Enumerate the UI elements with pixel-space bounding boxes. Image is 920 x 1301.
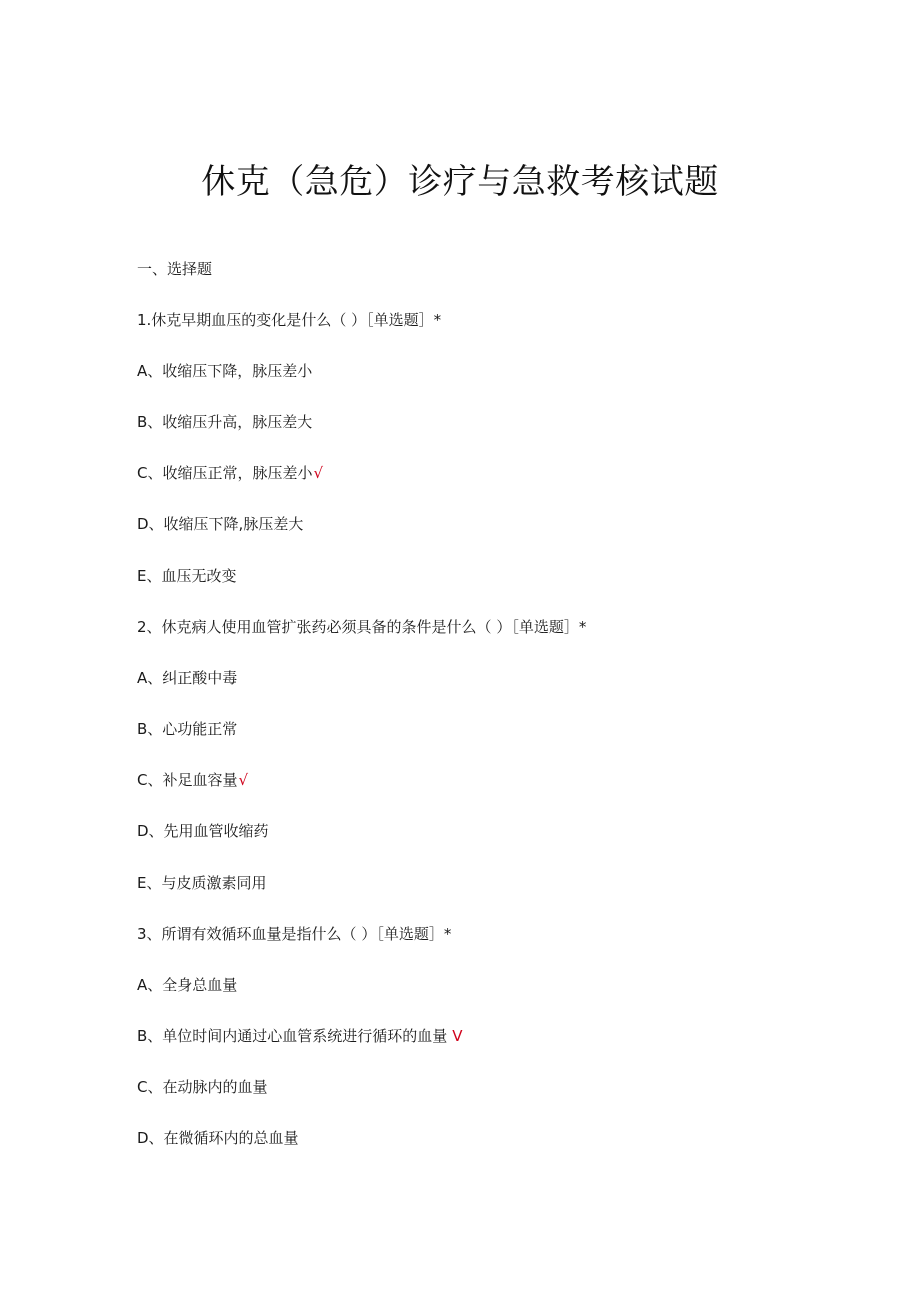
option-text: B、心功能正常 xyxy=(137,720,238,738)
option-text: D、收缩压下降,脉压差大 xyxy=(137,515,304,533)
question-stem-1: 1.休克早期血压的变化是什么（ ）［单选题］* xyxy=(137,311,442,329)
option-text: B、单位时间内通过心血管系统进行循环的血量 xyxy=(137,1027,448,1045)
option-3d xyxy=(137,1127,299,1149)
option-2b xyxy=(137,718,237,740)
option-1e xyxy=(137,565,236,587)
option-1a xyxy=(137,360,312,382)
option-1b xyxy=(137,411,312,433)
option-text: C、在动脉内的血量 xyxy=(137,1078,268,1096)
option-text: C、补足血容量 xyxy=(137,771,238,789)
option-3a xyxy=(137,974,237,996)
section-heading: 一、选择题 xyxy=(137,260,213,278)
option-1d xyxy=(137,513,303,535)
option-text: A、纠正酸中毒 xyxy=(137,669,238,687)
option-3b xyxy=(137,1025,463,1047)
option-text: A、收缩压下降，脉压差小 xyxy=(137,362,313,380)
option-2d xyxy=(137,820,269,842)
question-stem-3: 3、所谓有效循环血量是指什么（ ）［单选题］* xyxy=(137,925,452,943)
option-2e xyxy=(137,872,266,894)
option-text: E、血压无改变 xyxy=(137,567,237,585)
option-text: C、收缩压正常，脉压差小 xyxy=(137,464,313,482)
option-text: B、收缩压升高，脉压差大 xyxy=(137,413,313,431)
option-2c xyxy=(137,769,248,791)
option-text: D、先用血管收缩药 xyxy=(137,822,269,840)
correct-answer-mark: √ xyxy=(313,464,324,482)
option-3c xyxy=(137,1076,267,1098)
option-2a xyxy=(137,667,237,689)
option-text: A、全身总血量 xyxy=(137,976,238,994)
page-title: 休克（急危）诊疗与急救考核试题 xyxy=(201,162,719,202)
correct-answer-mark: V xyxy=(452,1027,463,1045)
option-text: D、在微循环内的总血量 xyxy=(137,1129,299,1147)
correct-answer-mark: √ xyxy=(238,771,249,789)
option-text: E、与皮质激素同用 xyxy=(137,874,267,892)
option-1c xyxy=(137,462,323,484)
question-stem-2: 2、休克病人使用血管扩张药必须具备的条件是什么（ ）［单选题］* xyxy=(137,618,587,636)
